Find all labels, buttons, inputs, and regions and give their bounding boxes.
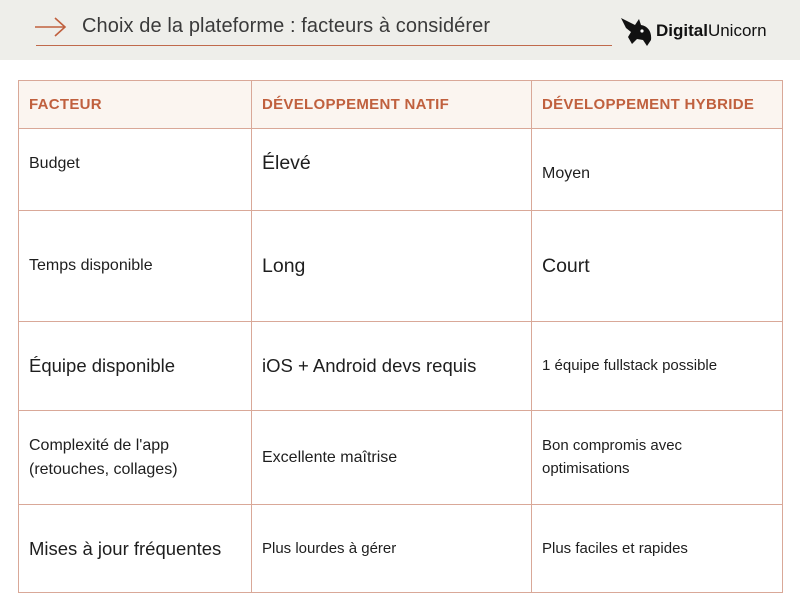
cell-hybrid bbox=[532, 322, 783, 411]
factor-label: Équipe disponible bbox=[29, 355, 176, 376]
hybrid-value: 1 équipe fullstack possible bbox=[542, 357, 718, 374]
cell-factor bbox=[19, 505, 252, 593]
header-bar bbox=[0, 0, 800, 60]
brand-logo bbox=[618, 12, 794, 50]
hybrid-value: Court bbox=[542, 254, 590, 277]
page-title: Choix de la plateforme : facteurs à considérer bbox=[82, 15, 491, 37]
logo-text-bold: Digital bbox=[656, 21, 708, 40]
factor-label: Complexité de l'app (retouches, collages) bbox=[29, 436, 178, 478]
cell-factor bbox=[19, 411, 252, 505]
native-value: Plus lourdes à gérer bbox=[262, 539, 397, 557]
cell-native bbox=[252, 411, 532, 505]
cell-native bbox=[252, 211, 532, 322]
native-value: Élevé bbox=[262, 152, 311, 174]
title-underline bbox=[36, 45, 612, 46]
comparison-table bbox=[18, 80, 783, 593]
hybrid-value: Plus faciles et rapides bbox=[542, 539, 688, 557]
table-row bbox=[19, 411, 783, 505]
cell-factor bbox=[19, 322, 252, 411]
cell-hybrid bbox=[532, 411, 783, 505]
arrow-right-icon bbox=[34, 16, 68, 38]
cell-hybrid bbox=[532, 129, 783, 211]
factor-label: Temps disponible bbox=[29, 257, 153, 274]
native-value: iOS + Android devs requis bbox=[262, 355, 477, 376]
table-row bbox=[19, 322, 783, 411]
table-row bbox=[19, 505, 783, 593]
cell-factor bbox=[19, 211, 252, 322]
factor-label: Budget bbox=[29, 154, 80, 172]
table-header-row bbox=[19, 81, 783, 129]
factor-label: Mises à jour fréquentes bbox=[29, 537, 222, 559]
header-hybrid: DÉVELOPPEMENT HYBRIDE bbox=[532, 81, 783, 129]
header-native: DÉVELOPPEMENT NATIF bbox=[252, 81, 532, 129]
cell-native bbox=[252, 129, 532, 211]
hybrid-value: Moyen bbox=[542, 164, 591, 182]
native-value: Excellente maîtrise bbox=[262, 448, 398, 466]
cell-hybrid bbox=[532, 505, 783, 593]
logo-text-regular: Unicorn bbox=[707, 21, 767, 40]
cell-factor bbox=[19, 129, 252, 211]
unicorn-head-icon bbox=[618, 13, 654, 49]
logo-text bbox=[656, 21, 767, 41]
table-row bbox=[19, 129, 783, 211]
hybrid-value: Bon compromis avec optimisations bbox=[542, 437, 683, 477]
table-row bbox=[19, 211, 783, 322]
native-value: Long bbox=[262, 254, 306, 277]
cell-native bbox=[252, 322, 532, 411]
header-factor: FACTEUR bbox=[19, 81, 252, 129]
cell-hybrid bbox=[532, 211, 783, 322]
cell-native bbox=[252, 505, 532, 593]
